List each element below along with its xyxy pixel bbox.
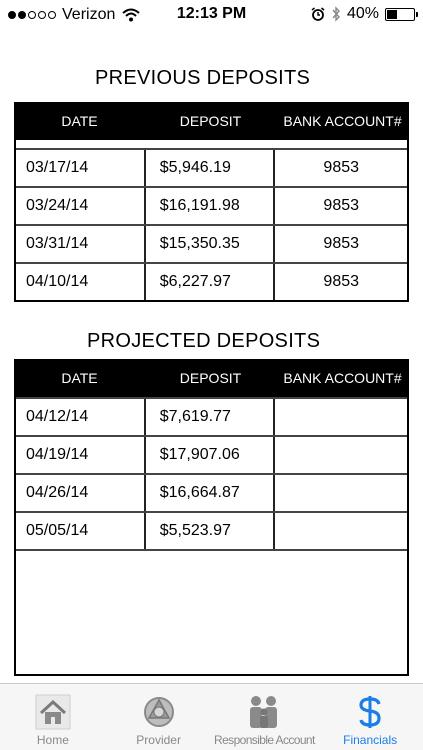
previous-deposits-title: PREVIOUS DEPOSITS xyxy=(95,67,311,89)
bank-account-cell: 9853 xyxy=(323,197,360,214)
dollar-icon xyxy=(354,694,386,730)
battery-fill xyxy=(387,10,397,19)
table-row[interactable] xyxy=(16,435,407,473)
bluetooth-icon xyxy=(331,6,341,22)
status-bar xyxy=(0,0,423,30)
deposit-cell: $5,946.19 xyxy=(146,150,276,186)
status-right xyxy=(311,5,415,23)
date-cell: 03/17/14 xyxy=(16,150,146,186)
family-icon xyxy=(244,694,284,730)
deposit-cell: $6,227.97 xyxy=(146,264,276,300)
bank-account-cell: 9853 xyxy=(323,235,360,252)
table-row[interactable] xyxy=(16,224,407,262)
table-row[interactable] xyxy=(16,397,407,435)
carrier-name: Verizon xyxy=(62,6,116,23)
battery-percent: 40% xyxy=(346,5,379,22)
table-header xyxy=(14,102,409,140)
bank-account-cell: 9853 xyxy=(323,273,360,290)
column-header-bank-account: BANK ACCOUNT# xyxy=(283,370,402,386)
provider-emblem-icon xyxy=(141,694,177,730)
table-row[interactable] xyxy=(16,473,407,511)
home-icon xyxy=(35,694,71,730)
date-cell: 03/24/14 xyxy=(16,188,146,224)
tab-financials[interactable] xyxy=(317,684,423,750)
date-cell: 04/10/14 xyxy=(16,264,146,300)
alarm-clock-icon xyxy=(311,7,325,21)
tab-provider[interactable] xyxy=(106,684,212,750)
table-row[interactable] xyxy=(16,262,407,300)
table-header xyxy=(14,359,409,397)
table-spacer xyxy=(14,140,409,148)
tab-responsible-account[interactable] xyxy=(212,684,318,750)
status-time: 12:13 PM xyxy=(176,5,247,22)
column-header-bank-account: BANK ACCOUNT# xyxy=(283,113,402,129)
bank-account-cell xyxy=(275,437,407,473)
table-body xyxy=(14,397,409,676)
deposit-cell: $16,664.87 xyxy=(146,475,276,511)
tab-label: Provider xyxy=(136,733,181,747)
column-header-date: DATE xyxy=(61,370,98,386)
date-cell: 05/05/14 xyxy=(16,513,146,549)
deposit-cell: $16,191.98 xyxy=(146,188,276,224)
deposit-cell: $7,619.77 xyxy=(146,399,276,435)
date-cell: 04/12/14 xyxy=(16,399,146,435)
deposit-cell: $5,523.97 xyxy=(146,513,276,549)
column-header-deposit: DEPOSIT xyxy=(179,113,242,129)
bank-account-cell: 9853 xyxy=(323,159,360,176)
deposit-cell: $17,907.06 xyxy=(146,437,276,473)
date-cell: 03/31/14 xyxy=(16,226,146,262)
date-cell: 04/26/14 xyxy=(16,475,146,511)
deposit-cell: $15,350.35 xyxy=(146,226,276,262)
tab-label: Home xyxy=(36,733,69,747)
tab-home[interactable] xyxy=(0,684,106,750)
tab-label: Responsible Account xyxy=(214,733,315,747)
table-row[interactable] xyxy=(16,186,407,224)
table-body xyxy=(14,148,409,302)
previous-deposits-table xyxy=(14,102,409,302)
column-header-deposit: DEPOSIT xyxy=(179,370,242,386)
tab-bar xyxy=(0,683,423,750)
bank-account-cell xyxy=(275,475,407,511)
bank-account-cell xyxy=(275,513,407,549)
projected-deposits-title: PROJECTED DEPOSITS xyxy=(87,330,321,352)
projected-deposits-table xyxy=(14,359,409,676)
bank-account-cell xyxy=(275,399,407,435)
tab-label: Financials xyxy=(343,733,398,747)
table-row[interactable] xyxy=(16,148,407,186)
date-cell: 04/19/14 xyxy=(16,437,146,473)
battery-icon xyxy=(385,8,415,21)
column-header-date: DATE xyxy=(61,113,98,129)
table-row[interactable] xyxy=(16,511,407,551)
